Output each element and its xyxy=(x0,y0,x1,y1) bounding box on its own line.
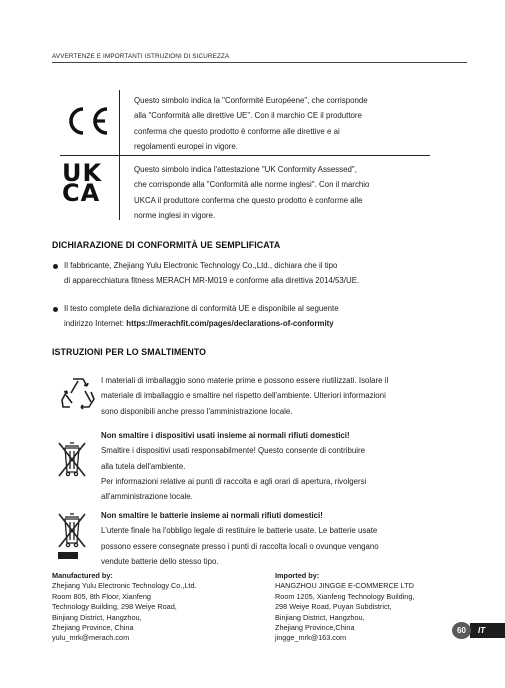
declaration-heading: DICHIARAZIONE DI CONFORMITÀ UE SEMPLIFICATA xyxy=(52,240,281,250)
ce-line: alla "Conformità alle direttive UE". Con il marchio CE il produttore xyxy=(134,111,362,121)
ce-line: regolamenti europei in vigore. xyxy=(134,141,238,151)
importer-title: Imported by: xyxy=(275,571,320,580)
manufacturer-line: Zhejiang Province, China xyxy=(52,623,134,633)
devices-line: alla tutela dell'ambiente. xyxy=(101,461,186,471)
ce-mark-icon xyxy=(63,104,115,138)
ce-logo xyxy=(63,104,115,138)
packaging-line: sono disponibili anche presso l'amministrazione locale. xyxy=(101,406,293,416)
recycle-icon xyxy=(60,376,96,410)
ukca-line: Questo simbolo indica l'attestazione "UK Conformity Assessed", xyxy=(134,165,357,174)
disposal-heading: ISTRUZIONI PER LO SMALTIMENTO xyxy=(52,347,207,357)
packaging-text xyxy=(101,373,491,419)
link-prefix: indirizzo Internet: xyxy=(64,319,127,329)
devices-line: Smaltire i dispositivi usati responsabilmente! Questo consente di contribuire xyxy=(101,446,366,456)
bullet-dot xyxy=(53,307,58,312)
batteries-line: vendute batterie dello stesso tipo. xyxy=(101,556,219,566)
importer-line: HANGZHOU JINGGE E-COMMERCE LTD xyxy=(275,581,414,591)
manufacturer-title: Manufactured by: xyxy=(52,571,113,580)
devices-line: all'amministrazione locale. xyxy=(101,492,193,502)
declaration-url-link[interactable]: https://merachfit.com/pages/declarations-of-conformity xyxy=(126,319,334,329)
batteries-title: Non smaltire le batterie insieme ai normali rifiuti domestici! xyxy=(101,511,323,520)
packaging-line: materiale di imballaggio e smaltire nel rispetto dell'ambiente. Ulteriori informazioni xyxy=(101,391,386,401)
devices-line: Per informazioni relative ai punti di raccolta e agli orari di apertura, rivolgersi xyxy=(101,476,367,486)
ukca-logo-line2: CA xyxy=(62,179,101,207)
bullet-dot xyxy=(53,264,58,269)
crossed-bin-icon xyxy=(56,440,88,478)
crossed-bin-battery-icon xyxy=(56,511,88,549)
devices-title: Non smaltire i dispositivi usati insieme ai normali rifiuti domestici! xyxy=(101,431,350,440)
manufacturer-line: Room 805, 8th Floor, Xianfeng xyxy=(52,591,151,601)
declaration-line: di apparecchiatura fitness MERACH MR-M019 e conforme alla direttiva 2014/53/UE. xyxy=(64,276,360,286)
ukca-line: UKCA il produttore conferma che questo prodotto è conforme alle xyxy=(134,195,363,205)
manufacturer-line: Technology Building, 298 Weiye Road, xyxy=(52,602,177,612)
language-tab: IT xyxy=(470,623,505,638)
devices-text xyxy=(101,428,491,504)
importer-line: Zhejiang Province,China xyxy=(275,623,355,633)
declaration-link-line xyxy=(64,316,484,331)
declaration-line: Il testo complete della dichiarazione di conformità UE e disponibile al seguente xyxy=(64,304,339,313)
importer-block xyxy=(275,571,475,644)
declaration-bullet-1 xyxy=(64,258,464,289)
ukca-logo xyxy=(62,159,110,211)
manufacturer-block xyxy=(52,571,252,644)
importer-line: 298 Weiye Road, Puyan Subdistrict, xyxy=(275,602,392,612)
declaration-bullet-2 xyxy=(64,301,484,332)
manufacturer-email: yulu_mrk@merach.com xyxy=(52,633,130,643)
header-divider xyxy=(52,62,467,63)
ukca-line: norme inglesi in vigore. xyxy=(134,210,216,220)
symbols-horizontal-divider xyxy=(60,155,430,156)
ce-line: conferma che questo prodotto è conforme alle direttive e ai xyxy=(134,126,340,136)
ce-line: Questo simbolo indica la "Conformité Européene", che corrisponde xyxy=(134,96,368,105)
declaration-line: Il fabbricante, Zhejiang Yulu Electronic Technology Co.,Ltd., dichiara che il tipo xyxy=(64,261,338,270)
page-header-title: AVVERTENZE E IMPORTANTI ISTRUZIONI DI SICUREZZA xyxy=(52,53,230,60)
ukca-line: che corrisponde alla "Conformità alle norme inglesi". Con il marchio xyxy=(134,180,370,190)
manufacturer-line: Binjiang District, Hangzhou, xyxy=(52,612,142,622)
manufacturer-line: Zhejiang Yulu Electronic Technology Co.,Ltd. xyxy=(52,581,197,591)
batteries-text xyxy=(101,508,496,569)
ukca-logo-line1: UK xyxy=(62,159,103,187)
batteries-line: L'utente finale ha l'obbligo legale di restituire le batterie usate. Le batterie usate xyxy=(101,526,378,536)
importer-email: jingge_mrk@163.com xyxy=(275,633,347,643)
importer-line: Binjiang District, Hangzhou, xyxy=(275,612,365,622)
packaging-line: I materiali di imballaggio sono materie prime e possono essere riutilizzati. Isolare il xyxy=(101,376,389,385)
battery-bin-underline xyxy=(58,552,78,559)
ukca-description xyxy=(134,162,444,223)
ce-description xyxy=(134,93,444,154)
batteries-line: possono essere consegnate presso i punti di raccolta locali o ovunque vengano xyxy=(101,541,379,551)
importer-line: Room 1205, Xianfeng Technology Building, xyxy=(275,591,415,601)
page-number-badge: 60 xyxy=(452,622,471,639)
